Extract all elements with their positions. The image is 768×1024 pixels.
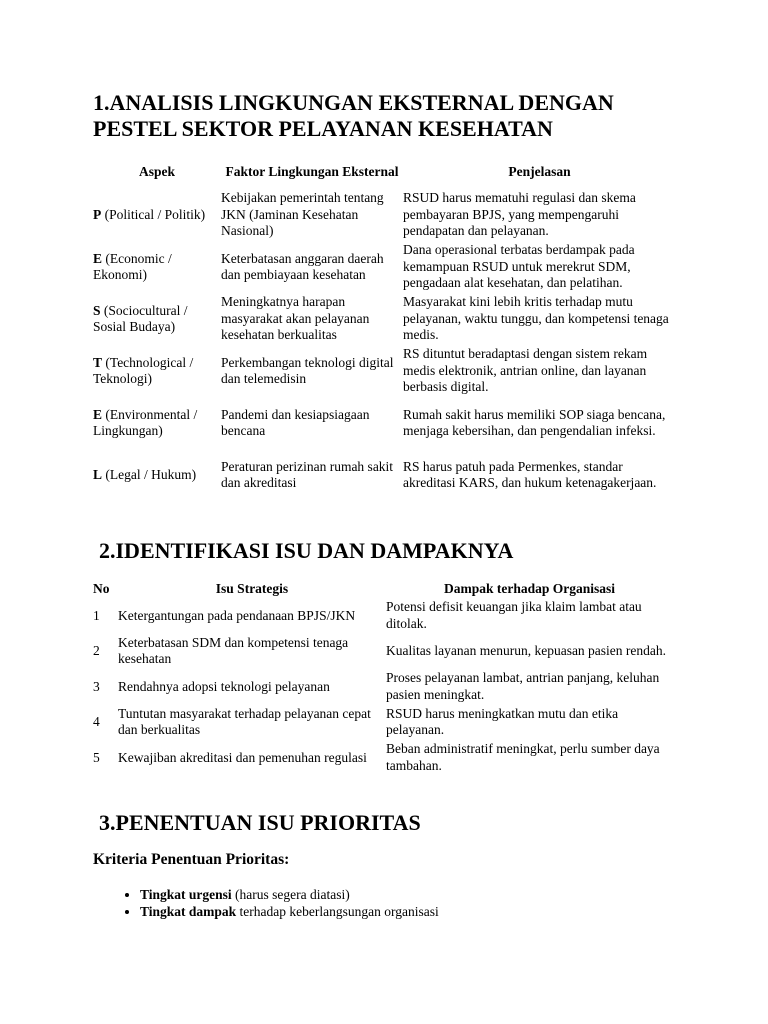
pestel-header-faktor: Faktor Lingkungan Eksternal xyxy=(225,164,399,180)
explanation-cell: RS harus patuh pada Permenkes, standar akreditasi KARS, dan hukum ketenagakerjaan. xyxy=(403,458,657,490)
list-item xyxy=(140,886,439,903)
explanation-cell: RS dituntut beradaptasi dengan sistem rekam medis elektronik, antrian online, dan layanan berbasis digital. xyxy=(403,346,648,395)
list-item xyxy=(140,903,439,920)
impact-cell: Beban administratif meningkat, perlu sumber daya tambahan. xyxy=(386,741,660,773)
aspect-cell xyxy=(93,345,221,397)
aspect-name: (Political / Politik) xyxy=(101,206,206,222)
aspect-name: (Sociocultural / Sosial Budaya) xyxy=(93,302,188,334)
table-row xyxy=(93,634,673,670)
table-row xyxy=(93,449,676,501)
criteria-desc: terhadap keberlangsungan organisasi xyxy=(236,904,439,919)
aspect-cell xyxy=(93,241,221,293)
aspect-cell xyxy=(93,449,221,501)
explanation-cell: Masyarakat kini lebih kritis terhadap mutu pelayanan, waktu tunggu, dan kompetensi tenaga medis. xyxy=(403,294,669,343)
aspect-letter: P xyxy=(93,206,102,222)
factor-cell: Pandemi dan kesiapsiagaan bencana xyxy=(221,406,370,438)
table-row xyxy=(93,397,676,449)
aspect-letter: L xyxy=(93,466,103,482)
criteria-term: Tingkat urgensi xyxy=(140,887,232,902)
issue-cell: Tuntutan masyarakat terhadap pelayanan cepat dan berkualitas xyxy=(118,705,371,738)
impact-cell: Kualitas layanan menurun, kepuasan pasien rendah. xyxy=(386,643,667,658)
table-row xyxy=(93,669,673,705)
criteria-desc: (harus segera diatasi) xyxy=(231,887,350,902)
issue-number: 4 xyxy=(93,714,100,729)
impact-cell: RSUD harus meningkatkan mutu dan etika pelayanan. xyxy=(386,705,619,738)
issues-table xyxy=(93,581,673,776)
aspect-letter: T xyxy=(93,354,103,370)
issue-cell: Rendahnya adopsi teknologi pelayanan xyxy=(118,678,330,694)
issues-header-isu: Isu Strategis xyxy=(215,581,289,597)
factor-cell: Kebijakan pemerintah tentang JKN (Jaminan Kesehatan Nasional) xyxy=(221,190,384,239)
aspect-letter: S xyxy=(93,302,101,318)
criteria-term: Tingkat dampak xyxy=(140,904,237,919)
factor-cell: Keterbatasan anggaran daerah dan pembiayaan kesehatan xyxy=(221,250,384,282)
issue-cell: Keterbatasan SDM dan kompetensi tenaga kesehatan xyxy=(118,634,349,667)
section-1-title: 1.ANALISIS LINGKUNGAN EKSTERNAL DENGAN PESTEL SEKTOR PELAYANAN KESEHATAN xyxy=(93,90,614,141)
impact-cell: Proses pelayanan lambat, antrian panjang, keluhan pasien meningkat. xyxy=(386,670,660,702)
explanation-cell: RSUD harus mematuhi regulasi dan skema pembayaran BPJS, yang mempengaruhi pendapatan dan pelayanan. xyxy=(403,190,636,239)
table-row xyxy=(93,189,676,241)
pestel-table xyxy=(93,156,676,501)
issue-number: 3 xyxy=(93,678,100,694)
aspect-name: (Economic / Ekonomi) xyxy=(93,250,172,282)
table-row xyxy=(93,598,673,634)
issue-number: 1 xyxy=(93,607,100,623)
aspect-cell xyxy=(93,293,221,345)
table-row xyxy=(93,293,676,345)
aspect-name: (Technological / Teknologi) xyxy=(93,354,194,386)
factor-cell: Peraturan perizinan rumah sakit dan akreditasi xyxy=(221,458,394,490)
issues-header-dampak: Dampak terhadap Organisasi xyxy=(443,581,616,597)
table-row xyxy=(93,241,676,293)
issue-cell: Ketergantungan pada pendanaan BPJS/JKN xyxy=(118,607,356,623)
section-3-title: 3.PENENTUAN ISU PRIORITAS xyxy=(99,810,421,835)
section-2-title: 2.IDENTIFIKASI ISU DAN DAMPAKNYA xyxy=(99,538,514,563)
aspect-name: (Legal / Hukum) xyxy=(102,466,197,482)
explanation-cell: Dana operasional terbatas berdampak pada kemampuan RSUD untuk merekrut SDM, pengadaan alat kesehatan, dan pelatihan. xyxy=(403,242,635,291)
issues-header-no: No xyxy=(93,581,110,597)
factor-cell: Perkembangan teknologi digital dan telemedisin xyxy=(221,354,394,386)
table-row xyxy=(93,345,676,397)
criteria-title: Kriteria Penentuan Prioritas: xyxy=(93,851,290,868)
pestel-header-aspek: Aspek xyxy=(138,164,175,180)
factor-cell: Meningkatnya harapan masyarakat akan pelayanan kesehatan berkualitas xyxy=(221,294,370,343)
pestel-header-penjelasan: Penjelasan xyxy=(508,164,571,180)
issue-number: 5 xyxy=(93,749,100,765)
aspect-letter: E xyxy=(93,250,103,266)
issue-number: 2 xyxy=(93,643,100,658)
table-row xyxy=(93,740,673,776)
aspect-name: (Environmental / Lingkungan) xyxy=(93,406,198,438)
table-row xyxy=(93,705,673,741)
criteria-list xyxy=(110,886,439,920)
issue-cell: Kewajiban akreditasi dan pemenuhan regulasi xyxy=(118,749,367,765)
aspect-cell xyxy=(93,397,221,449)
aspect-letter: E xyxy=(93,406,103,422)
explanation-cell: Rumah sakit harus memiliki SOP siaga bencana, menjaga kebersihan, dan pengendalian infeksi. xyxy=(403,406,666,438)
impact-cell: Potensi defisit keuangan jika klaim lambat atau ditolak. xyxy=(386,599,642,631)
aspect-cell xyxy=(93,189,221,241)
